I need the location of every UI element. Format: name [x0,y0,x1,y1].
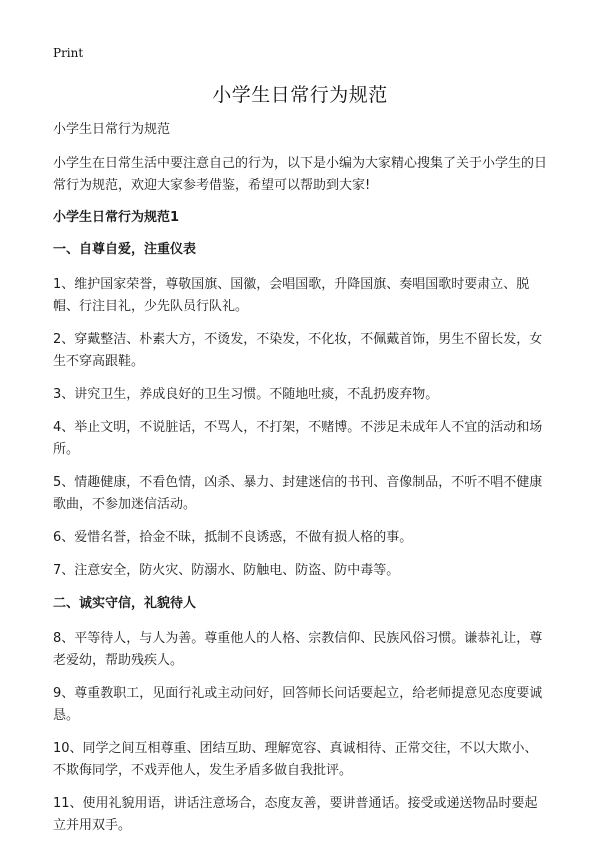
part1-heading: 一、自尊自爱，注重仪表 [53,242,197,257]
rule-item: 9、尊重教职工，见面行礼或主动问好，回答师长问话要起立，给老师提意见态度要诚恳。 [53,686,543,723]
rule-item: 11、使用礼貌用语，讲话注意场合，态度友善，要讲普通话。接受或递送物品时要起立并用双手。 [53,796,538,833]
rule-item: 7、注意安全，防火灾、防溺水、防触电、防盗、防中毒等。 [53,563,400,578]
section-heading: 小学生日常行为规范1 [53,210,180,225]
rule-item: 6、爱惜名誉，拾金不昧，抵制不良诱惑，不做有损人格的事。 [53,530,413,545]
print-link[interactable]: Print [53,46,84,60]
rule-item: 3、讲究卫生，养成良好的卫生习惯。不随地吐痰，不乱扔废弃物。 [53,387,439,402]
document-body [53,119,547,848]
rule-item: 10、同学之间互相尊重、团结互助、理解宽容、真诚相待、正常交往，不以大欺小、不欺侮同学，不戏弄他人，发生矛盾多做自我批评。 [53,741,538,778]
rule-item: 4、举止文明，不说脏话，不骂人，不打架，不赌博。不涉足未成年人不宜的活动和场所。 [53,420,543,457]
subtitle: 小学生日常行为规范 [53,122,171,137]
page-title: 小学生日常行为规范 [212,84,388,106]
rule-item: 8、平等待人，与人为善。尊重他人的人格、宗教信仰、民族风俗习惯。谦恭礼让，尊老爱幼，帮助残疾人。 [53,631,543,668]
rule-item: 5、情趣健康，不看色情，凶杀、暴力、封建迷信的书刊、音像制品，不听不唱不健康歌曲，不参加迷信活动。 [53,475,543,512]
intro-paragraph: 小学生在日常生活中要注意自己的行为，以下是小编为大家精心搜集了关于小学生的日常行为规范，欢迎大家参考借鉴，希望可以帮助到大家! [53,156,548,193]
rule-item: 1、维护国家荣誉，尊敬国旗、国徽，会唱国歌，升降国旗、奏唱国歌时要肃立、脱帽、行注目礼，少先队员行队礼。 [53,277,530,314]
rule-item: 2、穿戴整洁、朴素大方，不烫发，不染发，不化妆，不佩戴首饰，男生不留长发，女生不穿高跟鞋。 [53,332,543,369]
part2-heading: 二、诚实守信，礼貌待人 [53,596,197,611]
